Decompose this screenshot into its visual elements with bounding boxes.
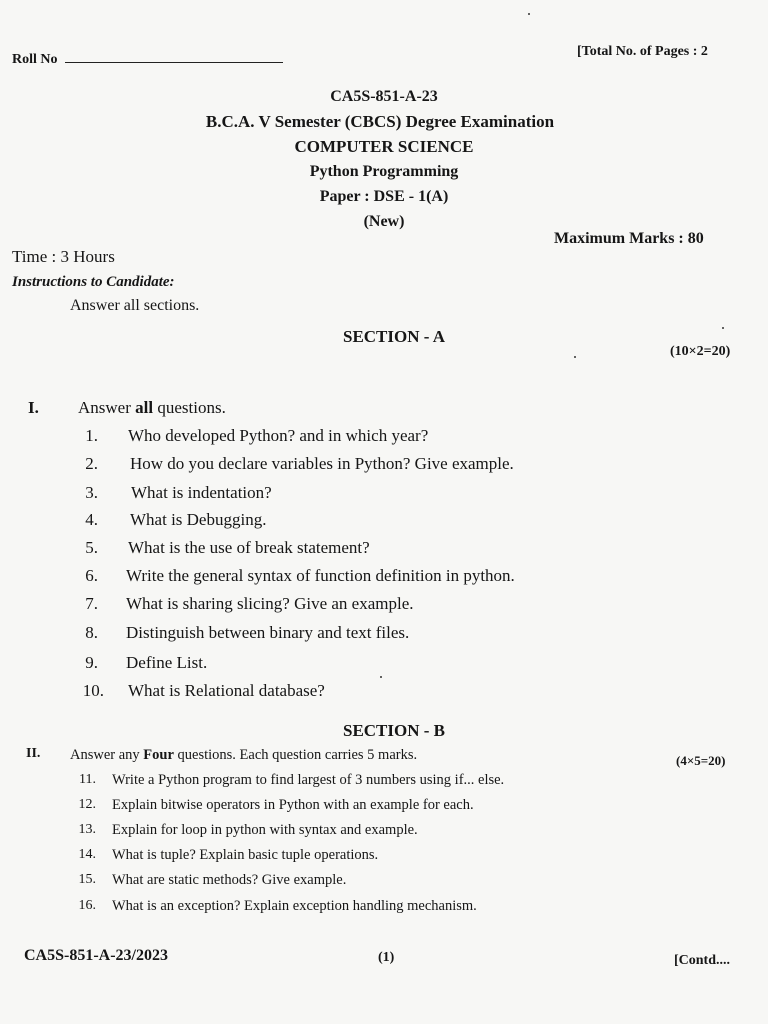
question-number: 11. — [79, 772, 96, 787]
list-item — [0, 898, 768, 922]
paper-title: Paper : DSE - 1(A) — [319, 188, 449, 205]
question-number: 7. — [85, 594, 98, 613]
question-number: 13. — [78, 822, 96, 837]
list-item — [0, 538, 768, 562]
section-a-roman: I. — [28, 398, 39, 417]
question-text: What are static methods? Give example. — [112, 872, 347, 888]
question-text: Distinguish between binary and text files. — [126, 623, 410, 642]
scan-speck — [574, 356, 576, 358]
list-item — [0, 772, 768, 796]
question-text: Define List. — [126, 653, 208, 672]
question-text: Who developed Python? and in which year? — [128, 426, 429, 445]
question-number: 6. — [85, 566, 98, 585]
list-item — [0, 847, 768, 871]
roll-no-field — [12, 50, 283, 68]
exam-title: B.C.A. V Semester (CBCS) Degree Examination — [205, 112, 555, 131]
max-marks: Maximum Marks : 80 — [554, 230, 704, 247]
list-item — [0, 797, 768, 821]
question-text: What is an exception? Explain exception handling mechanism. — [112, 898, 477, 914]
total-pages: [Total No. of Pages : 2 — [577, 44, 708, 59]
question-text: What is the use of break statement? — [128, 538, 370, 557]
directive-suffix: questions. — [157, 398, 226, 417]
subject-title: COMPUTER SCIENCE — [294, 137, 474, 156]
directive-bold: all — [135, 398, 154, 417]
question-number: 8. — [85, 623, 98, 642]
scan-speck — [380, 676, 382, 678]
question-number: 5. — [85, 538, 98, 557]
roll-no-label: Roll No — [12, 52, 58, 67]
list-item — [0, 566, 768, 590]
question-number: 9. — [85, 653, 98, 672]
list-item — [0, 623, 768, 647]
paper-code: CA5S-851-A-23 — [330, 88, 438, 105]
directive-bold: Four — [143, 747, 174, 763]
section-b-roman: II. — [26, 746, 41, 761]
section-a-marks: (10×2=20) — [670, 344, 731, 359]
question-number: 14. — [78, 847, 96, 862]
instructions-heading: Instructions to Candidate: — [12, 274, 175, 290]
roll-no-blank-line — [65, 50, 283, 63]
section-b-directive — [70, 747, 417, 764]
footer-page-number: (1) — [378, 950, 395, 965]
question-number: 10. — [82, 681, 104, 700]
list-item — [0, 483, 768, 507]
question-text: What is sharing slicing? Give an example. — [126, 594, 414, 613]
question-text: Explain bitwise operators in Python with an example for each. — [112, 797, 474, 813]
list-item — [0, 426, 768, 450]
question-number: 15. — [78, 872, 96, 887]
question-text: What is tuple? Explain basic tuple operations. — [112, 847, 379, 863]
course-title: Python Programming — [309, 163, 459, 180]
question-text: What is Relational database? — [128, 681, 325, 700]
time-label: Time : 3 Hours — [12, 247, 115, 266]
question-number: 16. — [78, 898, 96, 913]
instructions-text: Answer all sections. — [70, 297, 200, 314]
question-number: 12. — [78, 797, 96, 812]
section-b-marks: (4×5=20) — [676, 753, 726, 768]
question-text: Explain for loop in python with syntax and example. — [112, 822, 418, 838]
directive-suffix: questions. Each question carries 5 marks. — [177, 747, 418, 763]
question-text: How do you declare variables in Python? Give example. — [130, 454, 514, 473]
question-text: What is indentation? — [131, 483, 272, 502]
directive-prefix: Answer — [78, 398, 131, 417]
footer-contd: [Contd.... — [674, 953, 731, 968]
question-number: 3. — [85, 483, 98, 502]
question-text: Write a Python program to find largest of 3 numbers using if... else. — [112, 772, 505, 788]
list-item — [0, 681, 768, 705]
footer-code: CA5S-851-A-23/2023 — [24, 947, 168, 964]
question-number: 1. — [85, 426, 98, 445]
list-item — [0, 653, 768, 677]
scan-speck — [528, 13, 530, 15]
section-b-title: SECTION - B — [342, 721, 446, 740]
edition-label: (New) — [363, 213, 405, 230]
list-item — [0, 594, 768, 618]
section-a-title: SECTION - A — [342, 327, 446, 346]
list-item — [0, 510, 768, 534]
section-a-directive — [78, 398, 226, 418]
question-text: What is Debugging. — [130, 510, 267, 529]
list-item — [0, 822, 768, 846]
question-number: 4. — [85, 510, 98, 529]
list-item — [0, 454, 768, 478]
scan-speck — [722, 327, 724, 329]
list-item — [0, 872, 768, 896]
question-text: Write the general syntax of function definition in python. — [126, 566, 515, 585]
directive-prefix: Answer any — [70, 747, 140, 763]
question-number: 2. — [85, 454, 98, 473]
